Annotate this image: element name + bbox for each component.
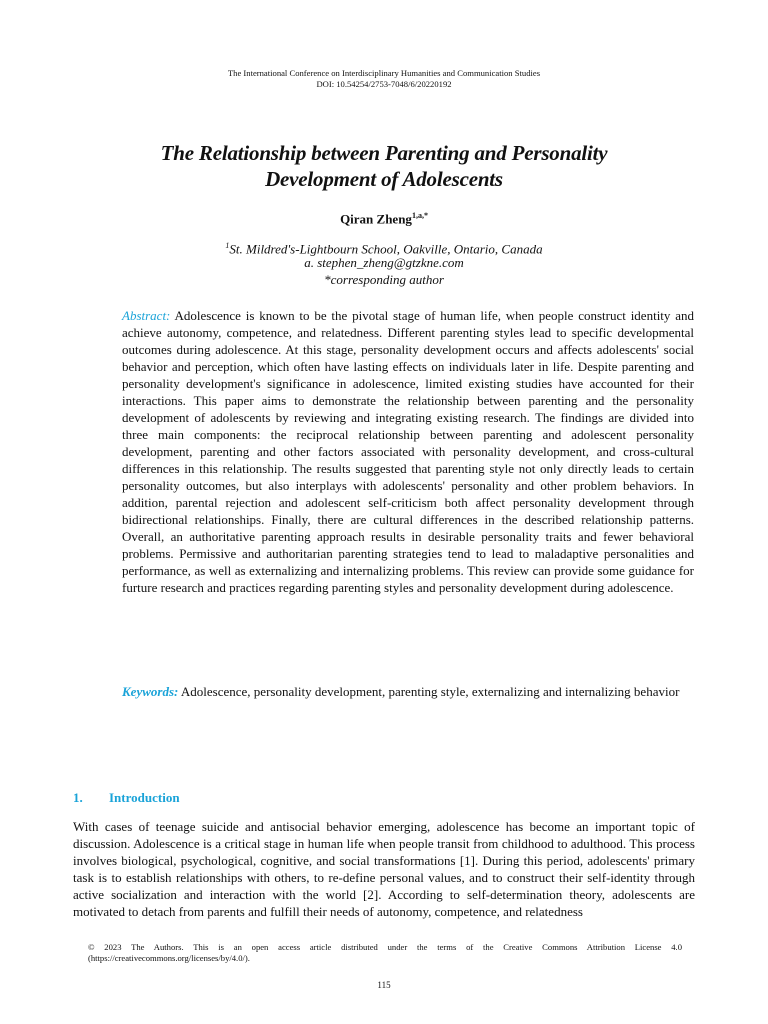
- license-note: © 2023 The Authors. This is an open access article distributed under the terms of the Creative Commons Attribution License 4.0 (https://creativecommons.org/licenses/by/4.0/).: [88, 942, 682, 963]
- title-line-2: Development of Adolescents: [265, 167, 503, 191]
- page-number: 115: [377, 980, 391, 990]
- author-name: Qiran Zheng: [340, 211, 412, 227]
- keywords-text: Adolescence, personality development, parenting style, externalizing and internalizing behavior: [180, 684, 680, 699]
- affiliation-sup: 1: [225, 241, 230, 250]
- section-heading: [73, 790, 180, 806]
- title-line-1: The Relationship between Parenting and Personality: [160, 141, 608, 165]
- abstract: [122, 307, 694, 596]
- doi: DOI: 10.54254/2753-7048/6/20220192: [316, 79, 452, 89]
- keywords-label: Keywords:: [122, 684, 179, 699]
- corresponding-note: *corresponding author: [324, 272, 444, 287]
- section-number: 1.: [73, 790, 83, 805]
- conference-name: The International Conference on Interdisciplinary Humanities and Communication Studies: [227, 68, 541, 78]
- author-email: a. stephen_zheng@gtzkne.com: [304, 255, 464, 270]
- abstract-label: Abstract:: [122, 308, 171, 323]
- abstract-text: Adolescence is known to be the pivotal stage of human life, when people construct identity and achieve autonomy, competence, and relatedness. Different parenting styles lead to specific developmental outcomes during adolescence. At this stage, personality development occurs and affects adolescents' social behavior and perception, which often have lasting effects on individuals later in life. Despite parenting and personality development's significance in adolescence, limited existing studies have accounted for their interactions. This paper aims to demonstrate the relationship between parenting and the personality development of adolescents by reviewing and integrating existing research. The findings are divided into three main components: the reciprocal relationship between parenting and adolescent personality development, parenting and other factors associated with personality development, and cross-cultural differences in this relationship. The results suggested that parenting style not only directly leads to certain personality outcomes, but also interplays with adolescents' personality and other problem behaviors. In addition, parental rejection and adolescent self-criticism both affect personality development through bidirectional relationships. Finally, there are cultural differences in the described relationship patterns. Overall, an authoritative parenting approach results in desirable personality traits and fewer behavioral problems. Permissive and authoritarian parenting strategies tend to lead to maladaptive personalities and performance, as well as externalizing and internalizing problems. This review can provide some guidance for furture research and practices regarding parenting styles and personality development during adolescence.: [122, 308, 694, 595]
- author-sup: 1,a,*: [411, 211, 428, 220]
- affiliation-school: St. Mildred's-Lightbourn School, Oakville, Ontario, Canada: [229, 241, 543, 257]
- section-title: Introduction: [109, 790, 180, 805]
- author: [0, 211, 768, 227]
- section-body: With cases of teenage suicide and antisocial behavior emerging, adolescence has become an important topic of discussion. Adolescence is a critical stage in human life when people transit from childhood to adulthood. This process involves biological, psychological, cognitive, and social transformations [1]. During this period, adolescents' primary task is to establish relationships with others, to re-define personal values, and to construct their self-identity through active socialization and interaction with the world [2]. According to self-determination theory, adolescents are motivated to detach from parents and fulfill their needs of autonomy, competence, and relatedness: [73, 819, 695, 919]
- paper-title: [0, 140, 768, 192]
- keywords: [122, 683, 694, 700]
